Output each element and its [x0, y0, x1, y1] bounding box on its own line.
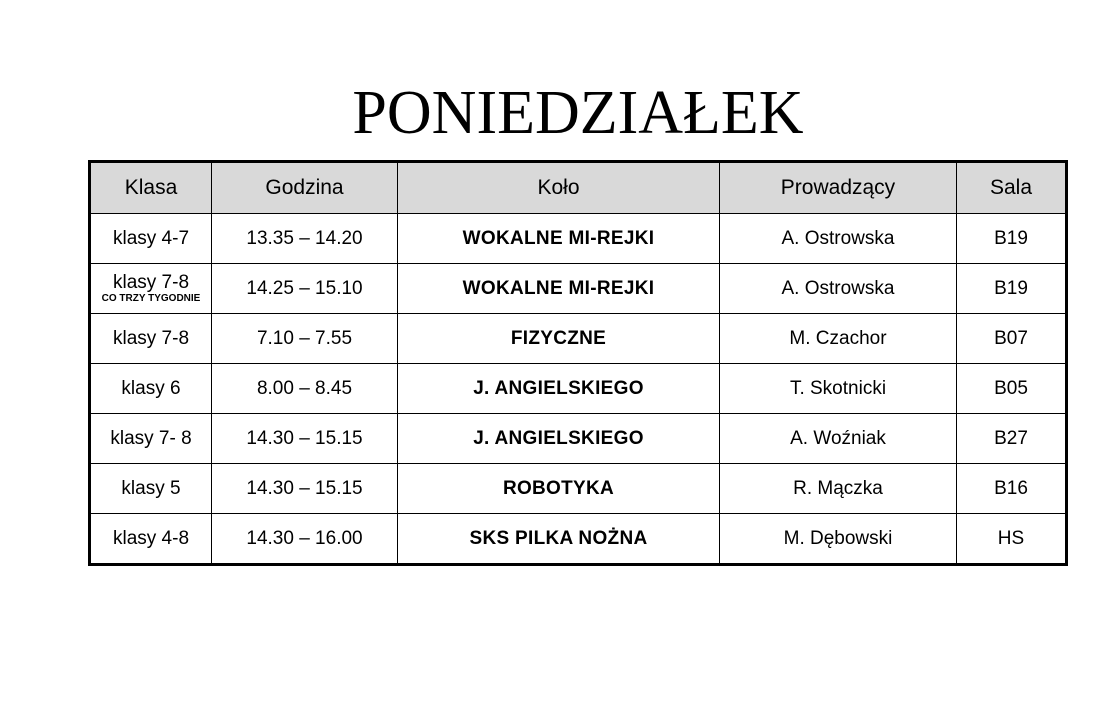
klasa-label: klasy 4-8	[112, 527, 190, 549]
cell-prowadzacy: A. Ostrowska	[720, 214, 957, 264]
cell-sala: B05	[957, 364, 1067, 414]
cell-sala: B19	[957, 214, 1067, 264]
cell-kolo: FIZYCZNE	[398, 314, 720, 364]
cell-klasa	[90, 364, 212, 414]
klasa-label: klasy 5	[121, 477, 181, 499]
cell-sala: B16	[957, 464, 1067, 514]
table-row	[90, 314, 1067, 364]
klasa-label: klasy 7-8	[112, 271, 190, 293]
cell-prowadzacy: A. Ostrowska	[720, 264, 957, 314]
cell-sala: B07	[957, 314, 1067, 364]
cell-kolo: WOKALNE MI-REJKI	[398, 214, 720, 264]
klasa-label: klasy 6	[121, 377, 181, 399]
header-prowadzacy: Prowadzący	[720, 162, 957, 214]
schedule-table	[88, 160, 1068, 566]
header-godzina: Godzina	[212, 162, 398, 214]
klasa-note: CO TRZY TYGODNIE	[101, 292, 201, 304]
cell-klasa	[90, 464, 212, 514]
table-row	[90, 464, 1067, 514]
table-row	[90, 414, 1067, 464]
cell-godzina: 14.30 – 15.15	[212, 464, 398, 514]
cell-kolo: ROBOTYKA	[398, 464, 720, 514]
table-row	[90, 514, 1067, 565]
klasa-label: klasy 7-8	[112, 327, 190, 349]
table-row	[90, 214, 1067, 264]
cell-godzina: 7.10 – 7.55	[212, 314, 398, 364]
cell-prowadzacy: M. Czachor	[720, 314, 957, 364]
cell-klasa	[90, 214, 212, 264]
cell-godzina: 14.30 – 16.00	[212, 514, 398, 565]
cell-godzina: 8.00 – 8.45	[212, 364, 398, 414]
cell-prowadzacy: M. Dębowski	[720, 514, 957, 565]
cell-kolo: WOKALNE MI-REJKI	[398, 264, 720, 314]
cell-sala: B19	[957, 264, 1067, 314]
cell-klasa	[90, 414, 212, 464]
cell-kolo: J. ANGIELSKIEGO	[398, 364, 720, 414]
cell-klasa	[90, 264, 212, 314]
table-header-row	[90, 162, 1067, 214]
cell-godzina: 14.30 – 15.15	[212, 414, 398, 464]
cell-prowadzacy: T. Skotnicki	[720, 364, 957, 414]
table-row	[90, 264, 1067, 314]
klasa-label: klasy 4-7	[112, 227, 190, 249]
table-row	[90, 364, 1067, 414]
cell-godzina: 14.25 – 15.10	[212, 264, 398, 314]
cell-sala: HS	[957, 514, 1067, 565]
cell-kolo: J. ANGIELSKIEGO	[398, 414, 720, 464]
cell-klasa	[90, 514, 212, 565]
cell-prowadzacy: R. Mączka	[720, 464, 957, 514]
header-kolo: Koło	[398, 162, 720, 214]
header-sala: Sala	[957, 162, 1067, 214]
page-title: PONIEDZIAŁEK	[352, 79, 804, 147]
klasa-label: klasy 7- 8	[110, 427, 192, 449]
cell-godzina: 13.35 – 14.20	[212, 214, 398, 264]
cell-klasa	[90, 314, 212, 364]
cell-kolo: SKS PILKA NOŻNA	[398, 514, 720, 565]
cell-sala: B27	[957, 414, 1067, 464]
cell-prowadzacy: A. Woźniak	[720, 414, 957, 464]
header-klasa: Klasa	[90, 162, 212, 214]
